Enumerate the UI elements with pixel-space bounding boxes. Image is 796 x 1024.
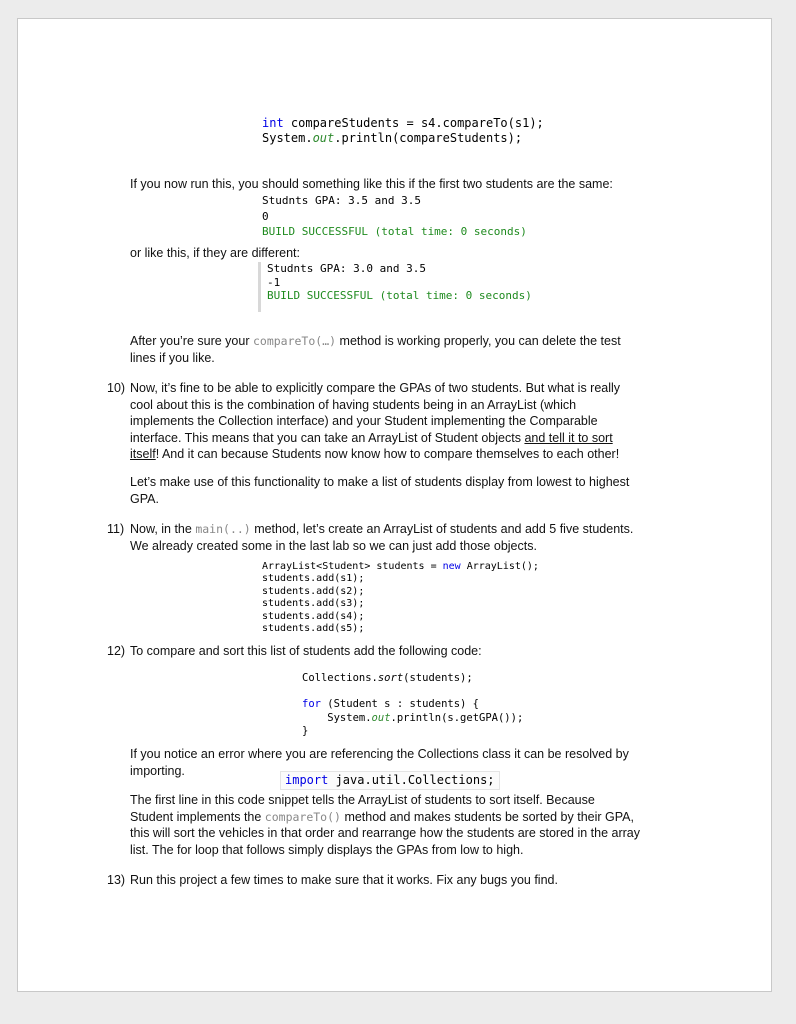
output-line: 0 <box>262 209 269 223</box>
text-line: method and makes students be sorted by their GPA, <box>340 809 634 824</box>
text-line: GPA. <box>130 491 159 506</box>
code-line-text: compareStudents = s4.compareTo(s1); <box>283 116 544 130</box>
code-add-line: students.add(s1); <box>262 573 365 585</box>
item-number-10: 10) <box>107 381 126 395</box>
code-add-line: students.add(s3); <box>262 598 365 610</box>
code-compare-students <box>262 116 544 146</box>
item-12-paragraph: To compare and sort this list of students add the following code: <box>130 644 482 658</box>
item-13-paragraph: Run this project a few times to make sure that it works. Fix any bugs you find. <box>130 873 558 887</box>
text-segment: lines if you like. <box>130 350 215 365</box>
text-line: implements the Collection interface) and your Student implementing the Comparable <box>130 414 598 428</box>
item-10-paragraph-2 <box>130 474 629 507</box>
item-number-12: 12) <box>107 644 126 658</box>
item-number-11: 11) <box>107 522 125 536</box>
text-line: ! And it can because Students now know how to compare themselves to each other! <box>155 447 620 461</box>
text-line: cool about this is the combination of having students being in an ArrayList (which <box>130 397 577 412</box>
inline-code-main: main(..) <box>195 522 251 536</box>
code-arraylist <box>262 561 539 635</box>
output-line: Studnts GPA: 3.0 and 3.5 <box>267 262 426 275</box>
output-line: -1 <box>267 275 281 289</box>
underlined-text: and tell it to sort <box>524 430 613 445</box>
code-line-text: ArrayList(); <box>460 561 539 572</box>
code-sort-method: sort <box>377 672 404 684</box>
code-out-field: out <box>371 711 391 724</box>
text-line: The first line in this code snippet tells the ArrayList of students to sort itself. Because <box>130 793 595 807</box>
item-10-paragraph <box>130 380 620 463</box>
code-line-text: (students); <box>403 672 473 684</box>
output-line: Studnts GPA: 3.5 and 3.5 <box>262 194 421 207</box>
output-same <box>262 193 527 240</box>
code-add-line: students.add(s2); <box>262 585 365 597</box>
code-sort <box>302 672 523 738</box>
code-line-text: } <box>302 724 309 737</box>
output-build-line: BUILD SUCCESSFUL (total time: 0 seconds) <box>267 289 532 302</box>
code-line-text: System. <box>262 131 313 145</box>
code-import <box>280 771 500 790</box>
text-line: Now, in the <box>130 522 196 536</box>
code-out-field: out <box>312 131 335 145</box>
code-line-text: java.util.Collections; <box>328 773 495 787</box>
keyword-new: new <box>442 561 461 572</box>
code-add-line: students.add(s5); <box>262 623 365 635</box>
text-line: this will sort the vehicles in that order and rearrange how the students are stored in the array <box>130 826 640 840</box>
text-line: Student implements the <box>130 809 265 824</box>
text-line: method, let’s create an ArrayList of students and add 5 five students. <box>250 522 634 536</box>
output-different <box>258 262 532 312</box>
text-line: We already created some in the last lab so we can just add those objects. <box>130 538 537 553</box>
code-line-text: (Student s : students) { <box>320 698 480 711</box>
inline-code-compareto: compareTo(…) <box>252 334 337 348</box>
item-11-paragraph <box>130 521 633 554</box>
paragraph-same-output: If you now run this, you should something like this if the first two students are the same: <box>130 177 613 191</box>
keyword-int: int <box>262 116 284 130</box>
paragraph-explanation <box>130 792 640 858</box>
code-line-text: ArrayList<Student> students = <box>262 561 443 572</box>
code-add-line: students.add(s4); <box>262 610 365 622</box>
code-line-text: System. <box>302 711 372 724</box>
text-line: Let’s make use of this functionality to make a list of students display from lowest to highest <box>130 475 630 489</box>
inline-code-compareto: compareTo() <box>264 809 341 824</box>
document-page <box>17 18 772 992</box>
text-segment: method is working properly, you can delete the test <box>336 334 621 348</box>
item-number-13: 13) <box>107 873 126 887</box>
keyword-for: for <box>302 698 321 711</box>
text-segment: After you’re sure your <box>130 334 253 348</box>
paragraph-after <box>130 333 621 366</box>
code-line-text: Collections. <box>302 672 378 684</box>
text-line: importing. <box>130 763 185 778</box>
code-line-text: .println(s.getGPA()); <box>390 711 524 724</box>
text-line: list. The for loop that follows simply displays the GPAs from low to high. <box>130 842 524 857</box>
keyword-import: import <box>285 773 329 787</box>
text-line: interface. This means that you can take an ArrayList of Student objects <box>130 430 525 445</box>
paragraph-diff-output: or like this, if they are different: <box>130 246 300 260</box>
code-line-text: .println(compareStudents); <box>334 131 523 145</box>
output-build-line: BUILD SUCCESSFUL (total time: 0 seconds) <box>262 225 527 238</box>
text-line: Now, it’s fine to be able to explicitly compare the GPAs of two students. But what is really <box>130 381 621 395</box>
text-line: If you notice an error where you are referencing the Collections class it can be resolved by <box>130 747 629 761</box>
underlined-text: itself <box>130 447 156 461</box>
